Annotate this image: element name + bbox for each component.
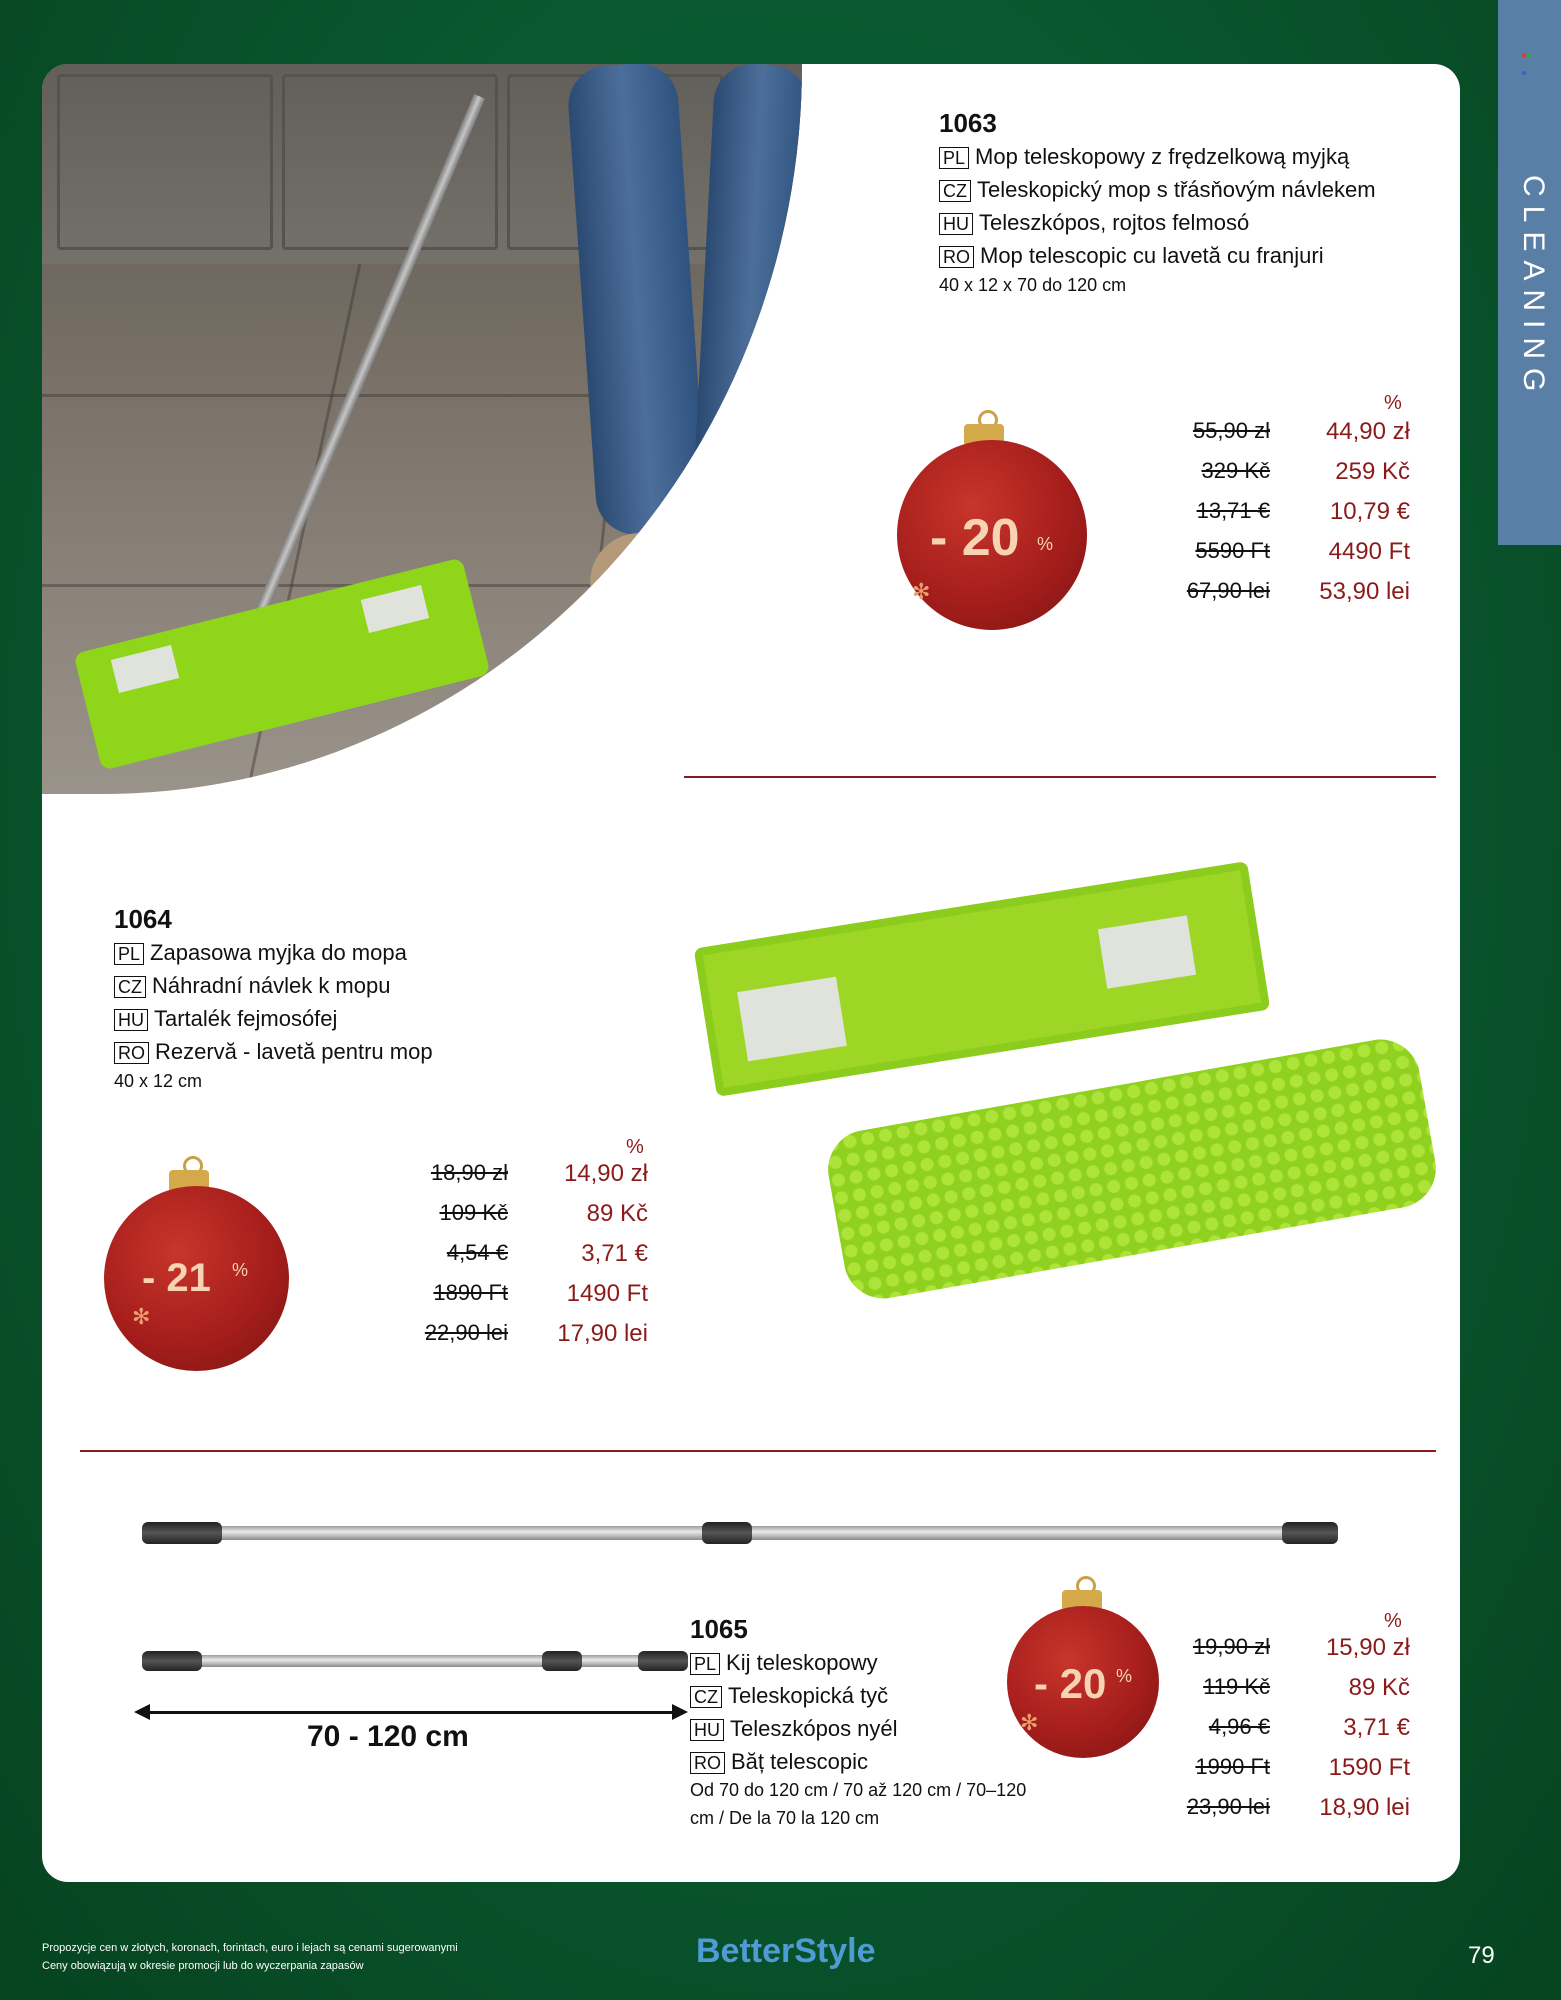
section-label: CLEANING	[1517, 175, 1550, 401]
pct-label: %	[626, 1136, 644, 1158]
product-dimensions: 40 x 12 cm	[114, 1071, 203, 1091]
price-list: 19,90 zł 15,90 zł 119 Kč 89 Kč 4,96 € 3,71 € 1990 Ft 1590 Ft 23,90 lei 18,90 lei	[1186, 1634, 1410, 1821]
discount-value: - 20	[1034, 1660, 1107, 1707]
measure-label: 70 - 120 cm	[307, 1720, 469, 1753]
page-card: 1063 PL Mop teleskopowy z frędzelkową myjką CZ Teleskopický mop s třásňovým návlekem HU Teleszkópos, rojtos felmosó RO Mop telescopic cu lavetă cu franjuri 40 x 12 x 70 do 120 cm - 20 % ✻ % 55,90 zł 44,90 zł 329 Kč 259 Kč 13,71 € 10,79 € 5590 Ft 4490 Ft 67,90 lei 53,90 lei 1064 PL Zapasowa myjka do mopa CZ Náhradní návlek k mopu HU Tartalék fejmosófej RO Rezervă - lavetă pentru mop 40 x 12 cm - 21 % ✻ % 18,90 zł 14,90 zł 109 Kč 89 Kč 4,54 € 3,71 € 1890 Ft 1490 Ft 22,90 lei 17,90 lei 70 - 120 cm 1065 PL Kij teleskopowy CZ Teleskopická tyč HU Teleszkópos nyél RO Băț telescopic Od 70 do 120 cm / 70 až 120 cm / 70–120 cm / De la 70 la 120 cm - 20 % ✻ % 19,90 zł 15,90 zł 119 Kč 89 Kč 4,96 € 3,71 € 1990 Ft 1590 Ft 23,90 lei 18,90 lei	[42, 64, 1460, 1882]
pct-label: %	[1384, 1610, 1402, 1632]
product-name-cz: CZ Teleskopická tyč	[690, 1683, 888, 1709]
product-name-hu: HU Teleszkópos, rojtos felmosó	[939, 210, 1249, 236]
product-name-pl: PL Mop teleskopowy z frędzelkową myjką	[939, 144, 1349, 170]
mop-pad-chenille	[822, 1033, 1442, 1305]
product-name-cz: CZ Teleskopický mop s třásňovým návlekem	[939, 177, 1376, 203]
product-dimensions: 40 x 12 x 70 do 120 cm	[939, 275, 1127, 295]
price-list: 18,90 zł 14,90 zł 109 Kč 89 Kč 4,54 € 3,71 € 1890 Ft 1490 Ft 22,90 lei 17,90 lei	[424, 1160, 648, 1347]
product-name-cz: CZ Náhradní návlek k mopu	[114, 973, 390, 999]
product-name-pl: PL Kij teleskopowy	[690, 1650, 878, 1676]
product-name-hu: HU Teleszkópos nyél	[690, 1716, 898, 1742]
product-code: 1063	[939, 108, 997, 138]
product-name-pl: PL Zapasowa myjka do mopa	[114, 940, 407, 966]
product-name-ro: RO Mop telescopic cu lavetă cu franjuri	[939, 243, 1324, 269]
product-dimensions: Od 70 do 120 cm / 70 až 120 cm / 70–120	[690, 1780, 1027, 1800]
pct-label: %	[1384, 392, 1402, 414]
page-number: 79	[1468, 1942, 1495, 1969]
product-dimensions-2: cm / De la 70 la 120 cm	[690, 1808, 880, 1828]
mop-pad-flat	[694, 861, 1271, 1097]
product-name-ro: RO Rezervă - lavetă pentru mop	[114, 1039, 433, 1065]
divider	[80, 1450, 1436, 1452]
product-code: 1065	[690, 1614, 748, 1644]
price-list: 55,90 zł 44,90 zł 329 Kč 259 Kč 13,71 € 10,79 € 5590 Ft 4490 Ft 67,90 lei 53,90 lei	[1186, 418, 1410, 605]
product-name-hu: HU Tartalék fejmosófej	[114, 1006, 337, 1032]
divider	[684, 776, 1436, 778]
brand-logo: BetterStyle	[696, 1932, 876, 1970]
corner-dots-icon	[1522, 44, 1534, 50]
mop-photo	[42, 64, 802, 794]
shoe-right	[647, 580, 797, 679]
measure-line	[146, 1711, 676, 1714]
product-code: 1064	[114, 904, 172, 934]
discount-value: - 21	[142, 1256, 211, 1300]
pole-collapsed	[142, 1655, 688, 1667]
product-name-ro: RO Băț telescopic	[690, 1749, 868, 1775]
footer-note-2: Ceny obowiązują w okresie promocji lub do wyczerpania zapasów	[42, 1960, 364, 1972]
footer-note-1: Propozycje cen w złotych, koronach, forintach, euro i lejach są cenami sugerowanymi	[42, 1942, 458, 1954]
discount-value: - 20	[930, 509, 1020, 567]
